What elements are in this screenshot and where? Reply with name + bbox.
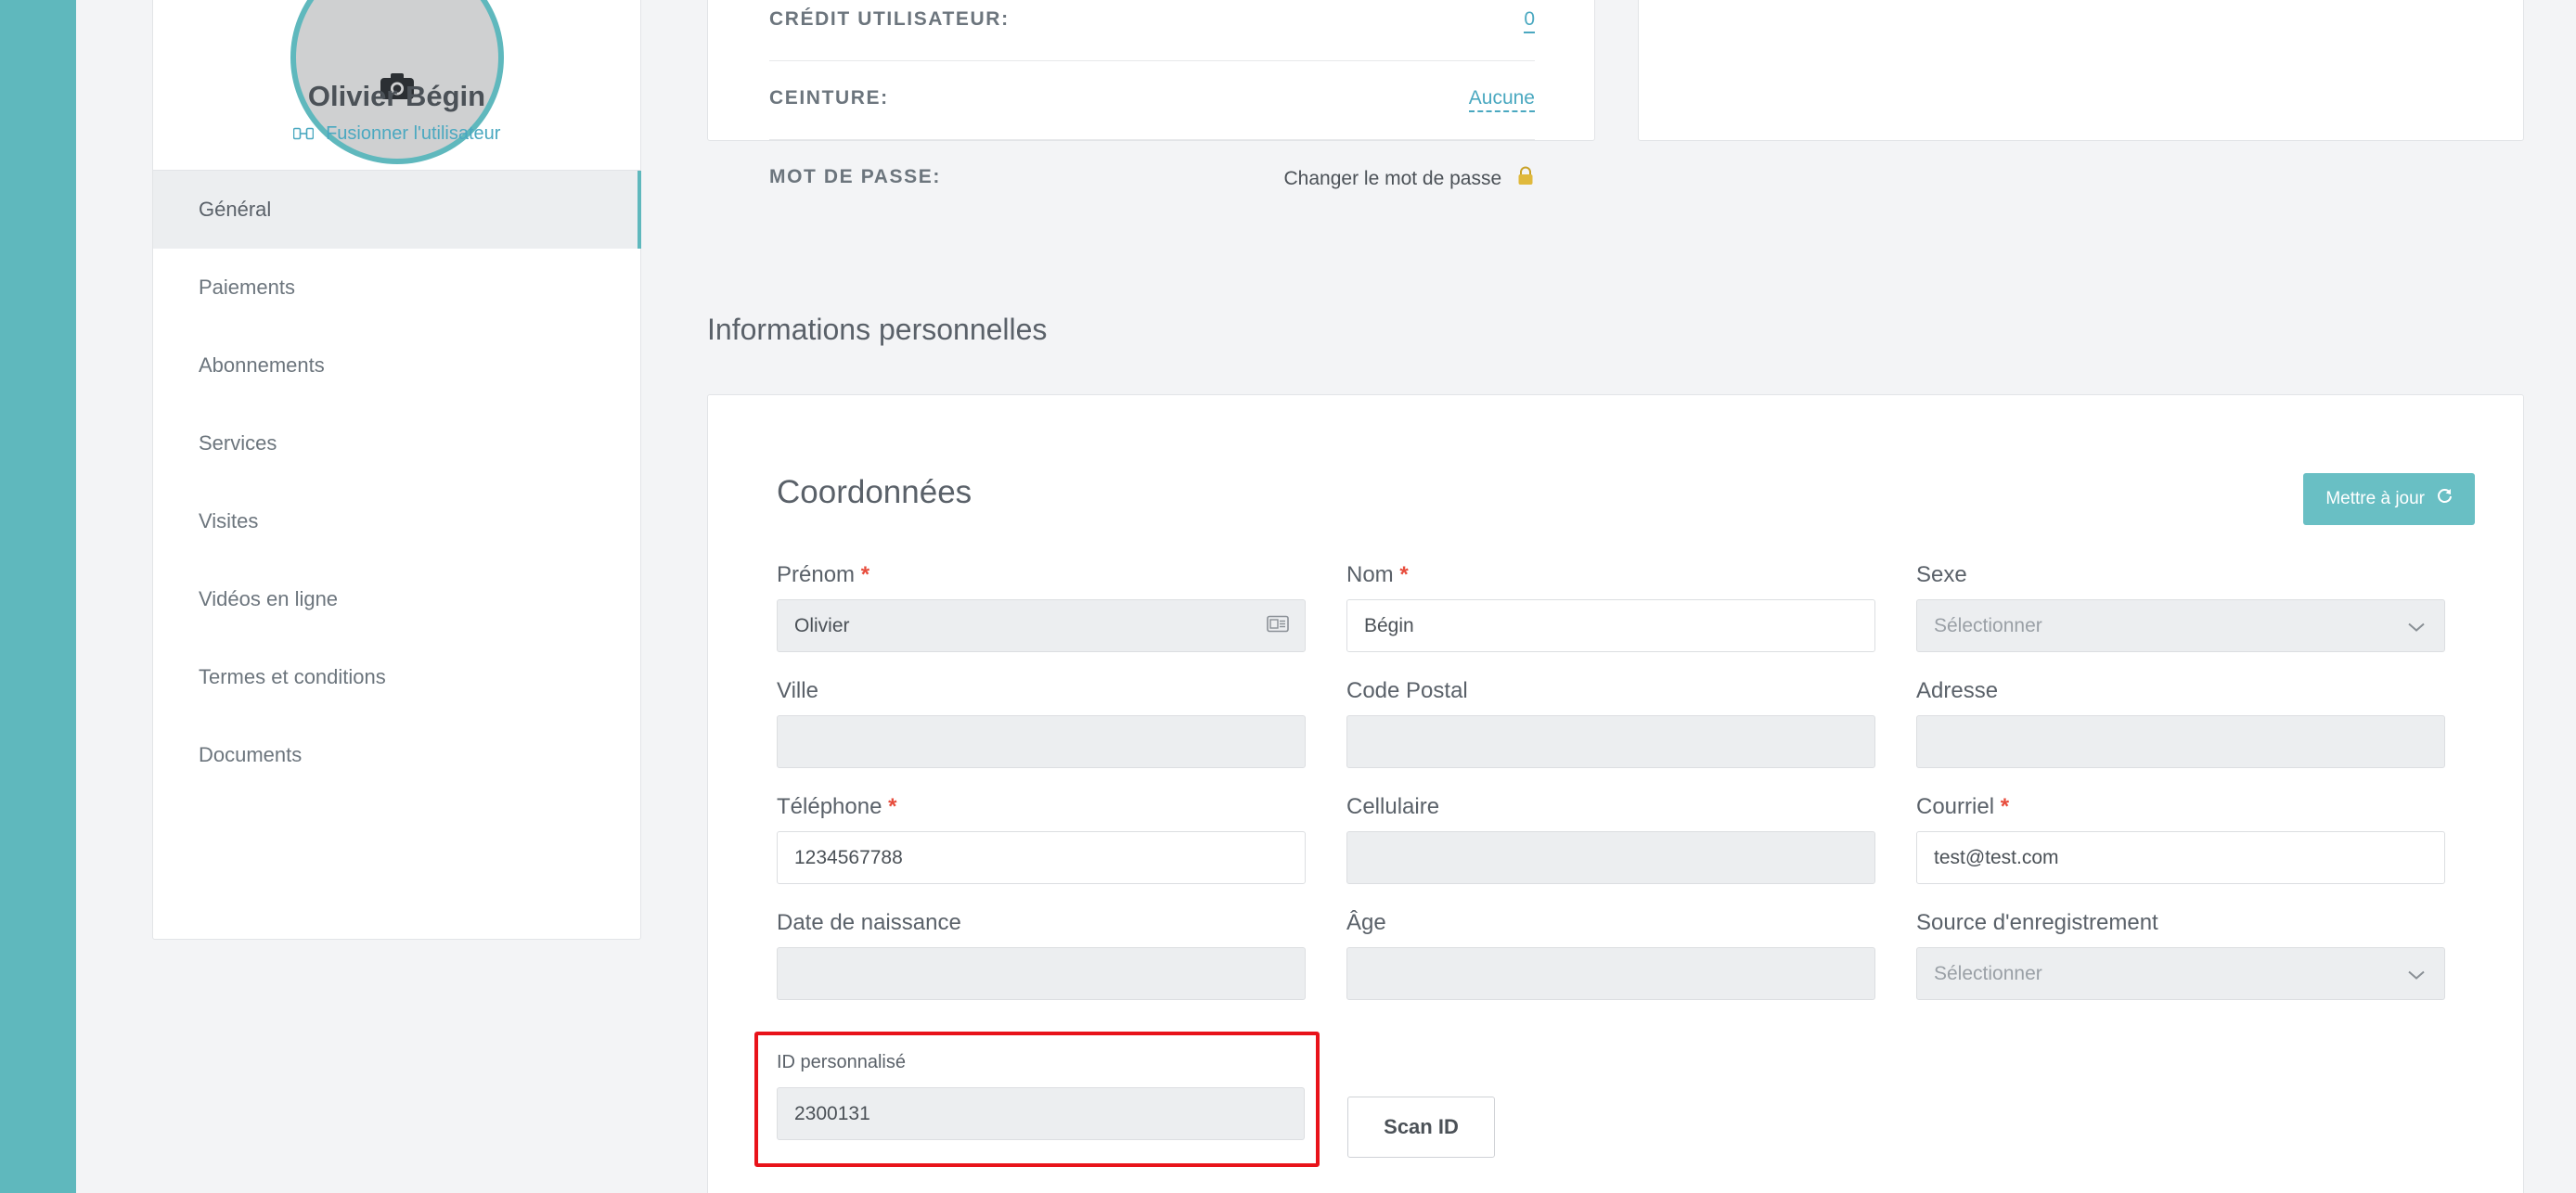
- sidebar-item-visites[interactable]: [153, 482, 640, 560]
- form-row: [777, 910, 2458, 1000]
- credit-value-link[interactable]: 0: [1524, 8, 1535, 33]
- field-label: [1346, 678, 1875, 704]
- sidebar-item-documents[interactable]: [153, 716, 640, 794]
- field-age: [1346, 910, 1875, 1000]
- prenom-input[interactable]: [777, 599, 1306, 652]
- sidebar-item-videos-en-ligne[interactable]: [153, 560, 640, 638]
- field-label: [1916, 678, 2445, 704]
- user-summary-card: [707, 0, 1595, 189]
- field-label-text: Code Postal: [1346, 678, 1468, 703]
- sidebar-item-label: Abonnements: [199, 353, 325, 377]
- merge-user-label: Fusionner l'utilisateur: [326, 123, 501, 144]
- source-enregistrement-select[interactable]: [1916, 947, 2445, 1000]
- profile-card: [152, 0, 641, 940]
- summary-row: [769, 61, 1535, 140]
- field-label-text: Nom: [1346, 562, 1394, 587]
- source-enregistrement-value: Sélectionner: [1934, 963, 2042, 984]
- sidebar-item-label: Documents: [199, 743, 303, 766]
- custom-id-label: ID personnalisé: [777, 1052, 906, 1072]
- field-label-text: Source d'enregistrement: [1916, 910, 2158, 935]
- sidebar-item-label: Général: [199, 198, 272, 221]
- left-accent-strip: [0, 0, 76, 1193]
- field-label: [1346, 562, 1875, 588]
- merge-icon: [293, 125, 314, 148]
- input-wrapper: [777, 599, 1306, 652]
- lock-icon: [1516, 166, 1535, 192]
- sidebar-item-services[interactable]: [153, 404, 640, 482]
- refresh-icon: [2436, 488, 2453, 510]
- field-label-text: Ville: [777, 678, 818, 703]
- field-cellulaire: [1346, 794, 1875, 884]
- field-label: [777, 794, 1306, 820]
- field-label: [777, 678, 1306, 704]
- chevron-down-icon: [2407, 948, 2426, 999]
- field-adresse: [1916, 678, 2445, 768]
- ville-input[interactable]: [777, 715, 1306, 768]
- field-code-postal: [1346, 678, 1875, 768]
- summary-row: [769, 0, 1535, 61]
- field-label: [1346, 910, 1875, 936]
- adresse-input[interactable]: [1916, 715, 2445, 768]
- field-label-text: Prénom: [777, 562, 856, 587]
- update-button[interactable]: [2303, 473, 2475, 525]
- coordinates-form: [777, 562, 2458, 1026]
- summary-row-label: CEINTURE:: [769, 87, 889, 109]
- required-marker: *: [860, 562, 870, 587]
- summary-row-value: [1284, 166, 1535, 192]
- field-sexe: [1916, 562, 2445, 652]
- page-title: Informations personnelles: [707, 313, 1048, 346]
- sidebar-item-paiements[interactable]: [153, 249, 640, 327]
- required-marker: *: [1399, 562, 1409, 587]
- custom-id-highlight-group: [754, 1032, 1320, 1167]
- field-label: [777, 910, 1306, 936]
- sidebar-item-label: Vidéos en ligne: [199, 587, 339, 610]
- date-de-naissance-input[interactable]: [777, 947, 1306, 1000]
- summary-row-label: MOT DE PASSE:: [769, 166, 941, 187]
- sidebar-item-abonnements[interactable]: [153, 327, 640, 404]
- merge-user-link[interactable]: [153, 123, 640, 148]
- field-label-text: Adresse: [1916, 678, 1999, 703]
- form-row: [777, 562, 2458, 652]
- sexe-select-value: Sélectionner: [1934, 615, 2042, 636]
- field-source-enregistrement: [1916, 910, 2445, 1000]
- update-button-label: Mettre à jour: [2325, 489, 2425, 508]
- summary-row-value: [1524, 8, 1535, 31]
- summary-row: [769, 140, 1535, 219]
- field-label: [1916, 794, 2445, 820]
- field-prenom: [777, 562, 1306, 652]
- field-telephone: [777, 794, 1306, 884]
- secondary-info-card: [1638, 0, 2524, 141]
- custom-id-input[interactable]: [777, 1087, 1305, 1140]
- required-marker: *: [2000, 794, 2010, 819]
- field-label-text: Téléphone: [777, 794, 882, 819]
- field-label: [777, 562, 1306, 588]
- field-label-text: Cellulaire: [1346, 794, 1440, 819]
- field-label: [1346, 794, 1875, 820]
- sexe-select[interactable]: [1916, 599, 2445, 652]
- scan-id-button[interactable]: Scan ID: [1347, 1097, 1495, 1158]
- form-row: [777, 794, 2458, 884]
- field-label: [1916, 910, 2445, 936]
- form-row: [777, 678, 2458, 768]
- profile-name: Olivier Bégin: [307, 80, 486, 112]
- field-ville: [777, 678, 1306, 768]
- field-date-de-naissance: [777, 910, 1306, 1000]
- sidebar-item-termes-et-conditions[interactable]: [153, 638, 640, 716]
- belt-value-link[interactable]: Aucune: [1469, 87, 1535, 112]
- sidebar-item-label: Visites: [199, 509, 259, 532]
- sidebar-item-label: Paiements: [199, 276, 295, 299]
- field-label-text: Courriel: [1916, 794, 1995, 819]
- field-label-text: Sexe: [1916, 562, 1967, 587]
- sidebar-item-label: Termes et conditions: [199, 665, 386, 688]
- field-courriel: [1916, 794, 2445, 884]
- chevron-down-icon: [2407, 600, 2426, 651]
- sidebar-item-label: Services: [199, 431, 277, 455]
- code-postal-input[interactable]: [1346, 715, 1875, 768]
- field-nom: [1346, 562, 1875, 652]
- sidebar-nav: [153, 171, 640, 794]
- cellulaire-input[interactable]: [1346, 831, 1875, 884]
- change-password-link[interactable]: Changer le mot de passe: [1283, 168, 1502, 189]
- required-marker: *: [888, 794, 897, 819]
- field-label-text: Date de naissance: [777, 910, 961, 935]
- telephone-input[interactable]: [777, 831, 1306, 884]
- age-input[interactable]: [1346, 947, 1875, 1000]
- nom-input[interactable]: [1346, 599, 1875, 652]
- summary-row-value: [1469, 87, 1535, 109]
- field-label-text: Âge: [1346, 910, 1386, 935]
- summary-row-label: CRÉDIT UTILISATEUR:: [769, 8, 1010, 30]
- panel-title: Coordonnées: [777, 474, 972, 510]
- field-label: [1916, 562, 2445, 588]
- sidebar-item-general[interactable]: [153, 171, 640, 249]
- courriel-input[interactable]: [1916, 831, 2445, 884]
